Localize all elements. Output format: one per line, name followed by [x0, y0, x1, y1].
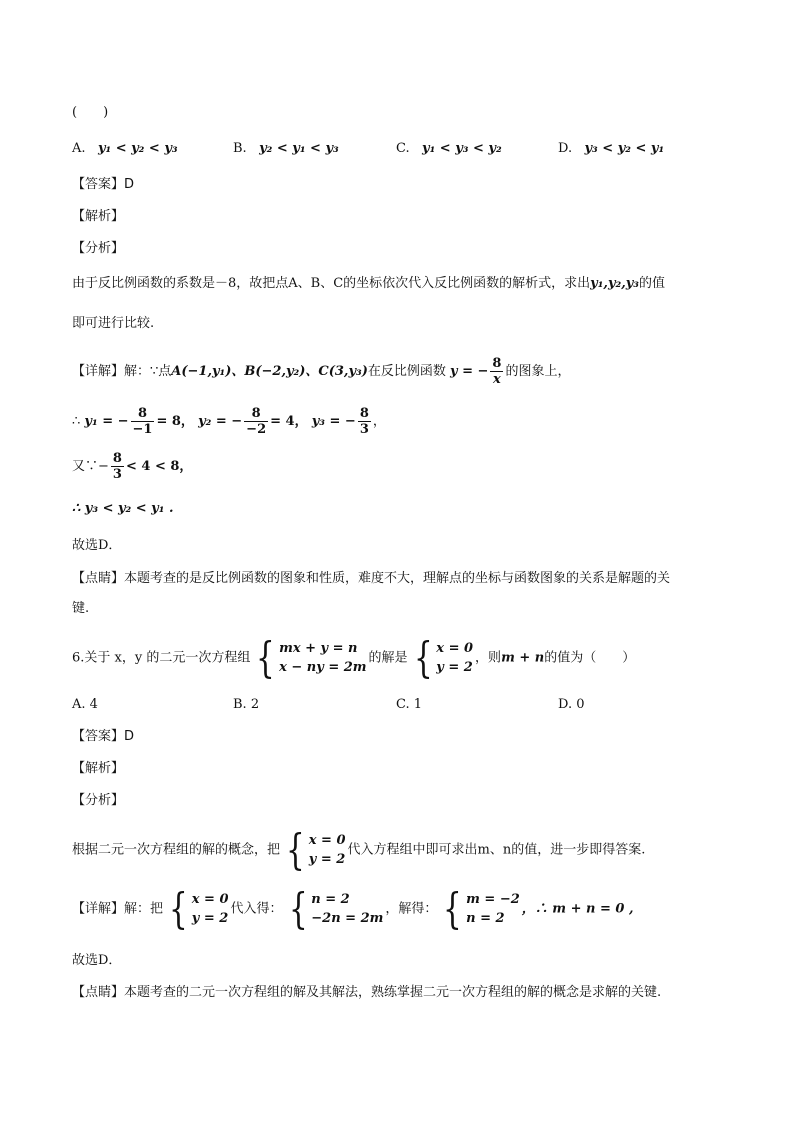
fraction-numerator: 8	[131, 406, 155, 422]
option-letter: B.	[233, 141, 247, 156]
substitution-system	[165, 884, 229, 933]
equation-row: y = 2	[308, 852, 346, 867]
choose-line: 故选D．	[72, 538, 122, 553]
calc3-fraction	[358, 406, 371, 437]
option-expr: y₁ < y₂ < y₃	[97, 141, 178, 156]
question-paren: ( )	[72, 105, 109, 120]
brace-icon: {	[169, 884, 188, 933]
brace-icon: {	[443, 884, 463, 933]
equation-system	[252, 633, 367, 682]
option-expr: y₁ < y₃ < y₂	[422, 141, 502, 156]
answer-label: 【答案】D	[72, 729, 135, 744]
option-c	[396, 141, 502, 156]
q6-detail-start: 【详解】解：把	[72, 901, 164, 917]
fraction-numerator: 8	[359, 406, 369, 421]
compare-prefix: 又∵−	[72, 459, 109, 474]
analysis-text	[72, 275, 665, 293]
option-b: B. 2	[233, 697, 260, 712]
fraction-numerator: 8	[492, 356, 502, 371]
comment-line-2: 键.	[72, 601, 90, 616]
calc1-fraction	[131, 406, 155, 437]
fraction-numerator: 8	[112, 451, 122, 466]
equation-row: y = 2	[436, 660, 473, 675]
equation-row: n = 2	[311, 892, 350, 907]
option-b	[233, 141, 339, 156]
brace-icon: {	[413, 633, 433, 682]
fenxi-label: 【分析】	[72, 241, 125, 256]
fraction-numerator: 8	[244, 406, 268, 422]
answer-label: 【答案】D	[72, 177, 135, 192]
brace-icon: {	[256, 633, 276, 682]
equation-row: n = 2	[466, 911, 505, 926]
q6-detail-mid1: 代入得：	[230, 901, 283, 917]
q6-detail	[72, 884, 634, 933]
jiexi-label: 【解析】	[72, 209, 125, 224]
comment-line: 【点睛】本题考查的是反比例函数的图象和性质，难度不大，理解点的坐标与函数图象的关系是解题的关	[72, 571, 671, 586]
function-lhs: y = −	[450, 364, 489, 379]
result-system	[439, 884, 520, 933]
option-letter: C.	[396, 141, 410, 156]
q6-analysis-end: 代入方程组中即可求出m、n的值，进一步即得答案.	[347, 842, 646, 858]
q6-analysis-start: 根据二元一次方程组的解的概念，把	[72, 842, 281, 858]
calc2-rhs: = 4，	[270, 414, 308, 429]
substitution-system	[282, 825, 346, 874]
fraction-denominator: −1	[132, 422, 153, 437]
fenxi-label: 【分析】	[72, 793, 125, 808]
fraction-denominator: −2	[246, 422, 267, 437]
fraction-denominator: x	[493, 372, 501, 387]
q6-stem-expr: m + n	[501, 650, 545, 666]
option-letter: A.	[72, 141, 86, 156]
option-a	[72, 141, 178, 156]
detail-label: 【详解】解：∵点	[72, 364, 172, 379]
calc3-lhs: y₃ = −	[311, 414, 356, 429]
calc2-fraction	[244, 406, 268, 437]
equation-row: x − ny = 2m	[279, 660, 367, 675]
calc3-rhs: ，	[372, 414, 386, 429]
analysis-text-line2: 即可进行比较.	[72, 316, 155, 331]
option-expr: y₃ < y₂ < y₁	[584, 141, 665, 156]
option-expr: y₂ < y₁ < y₃	[259, 141, 339, 156]
function-fraction	[490, 356, 503, 387]
detail-mid: 在反比例函数	[367, 364, 446, 379]
fraction-denominator: 3	[359, 422, 369, 437]
compare-line	[72, 451, 192, 482]
equation-row: m = −2	[466, 892, 520, 907]
q6-stem	[72, 633, 636, 682]
calc2-lhs: y₂ = −	[198, 414, 243, 429]
q6-stem-end: 的值为（ ）	[544, 650, 636, 666]
brace-icon: {	[288, 884, 308, 933]
option-a: A. 4	[72, 697, 98, 712]
q6-stem-mid: 的解是	[368, 650, 408, 666]
option-d	[558, 141, 664, 156]
calc-line	[72, 406, 386, 437]
option-d: D. 0	[558, 697, 585, 712]
choose-line: 故选D．	[72, 953, 122, 968]
calc1-lhs: y₁ = −	[84, 414, 129, 429]
detail-points: A(−1,y₁)、B(−2,y₂)、C(3,y₃)	[171, 364, 368, 379]
jiexi-label: 【解析】	[72, 761, 125, 776]
q6-analysis	[72, 825, 646, 874]
comment-line: 【点睛】本题考查的二元一次方程组的解及其解法，熟练掌握二元一次方程组的解的概念是求解的关键.	[72, 985, 662, 1000]
detail-end: 的图象上，	[505, 364, 571, 379]
equation-row: x = 0	[191, 892, 229, 907]
option-c: C. 1	[396, 697, 423, 712]
q6-detail-mid2: ，解得：	[385, 901, 438, 917]
q6-stem-mid2: ，则	[475, 650, 502, 666]
detail-text	[72, 356, 570, 387]
calc1-rhs: = 8，	[156, 414, 194, 429]
solution-system	[410, 633, 474, 682]
therefore-sign: ∴	[72, 414, 81, 429]
brace-icon: {	[286, 825, 305, 874]
q6-detail-end: ，∴ m + n = 0 ,	[521, 901, 634, 917]
analysis-vars: y₁,y₂,y₃	[590, 276, 639, 291]
compare-rhs: < 4 < 8，	[125, 459, 193, 474]
compare-fraction	[111, 451, 124, 482]
analysis-text-end: 的值	[638, 276, 665, 291]
q6-stem-start: 6.关于 x，y 的二元一次方程组	[72, 650, 251, 666]
equation-row: x = 0	[436, 641, 474, 656]
equation-row: y = 2	[191, 911, 229, 926]
option-letter: D.	[558, 141, 573, 156]
conclusion-line: ∴ y₃ < y₂ < y₁ .	[72, 501, 174, 516]
equation-row: mx + y = n	[279, 641, 358, 656]
analysis-text-part: 由于反比例函数的系数是－8，故把点A、B、C的坐标依次代入反比例函数的解析式，求出	[72, 276, 591, 291]
substituted-system	[285, 884, 384, 933]
fraction-denominator: 3	[112, 467, 122, 482]
equation-row: −2n = 2m	[311, 911, 384, 926]
equation-row: x = 0	[308, 833, 346, 848]
